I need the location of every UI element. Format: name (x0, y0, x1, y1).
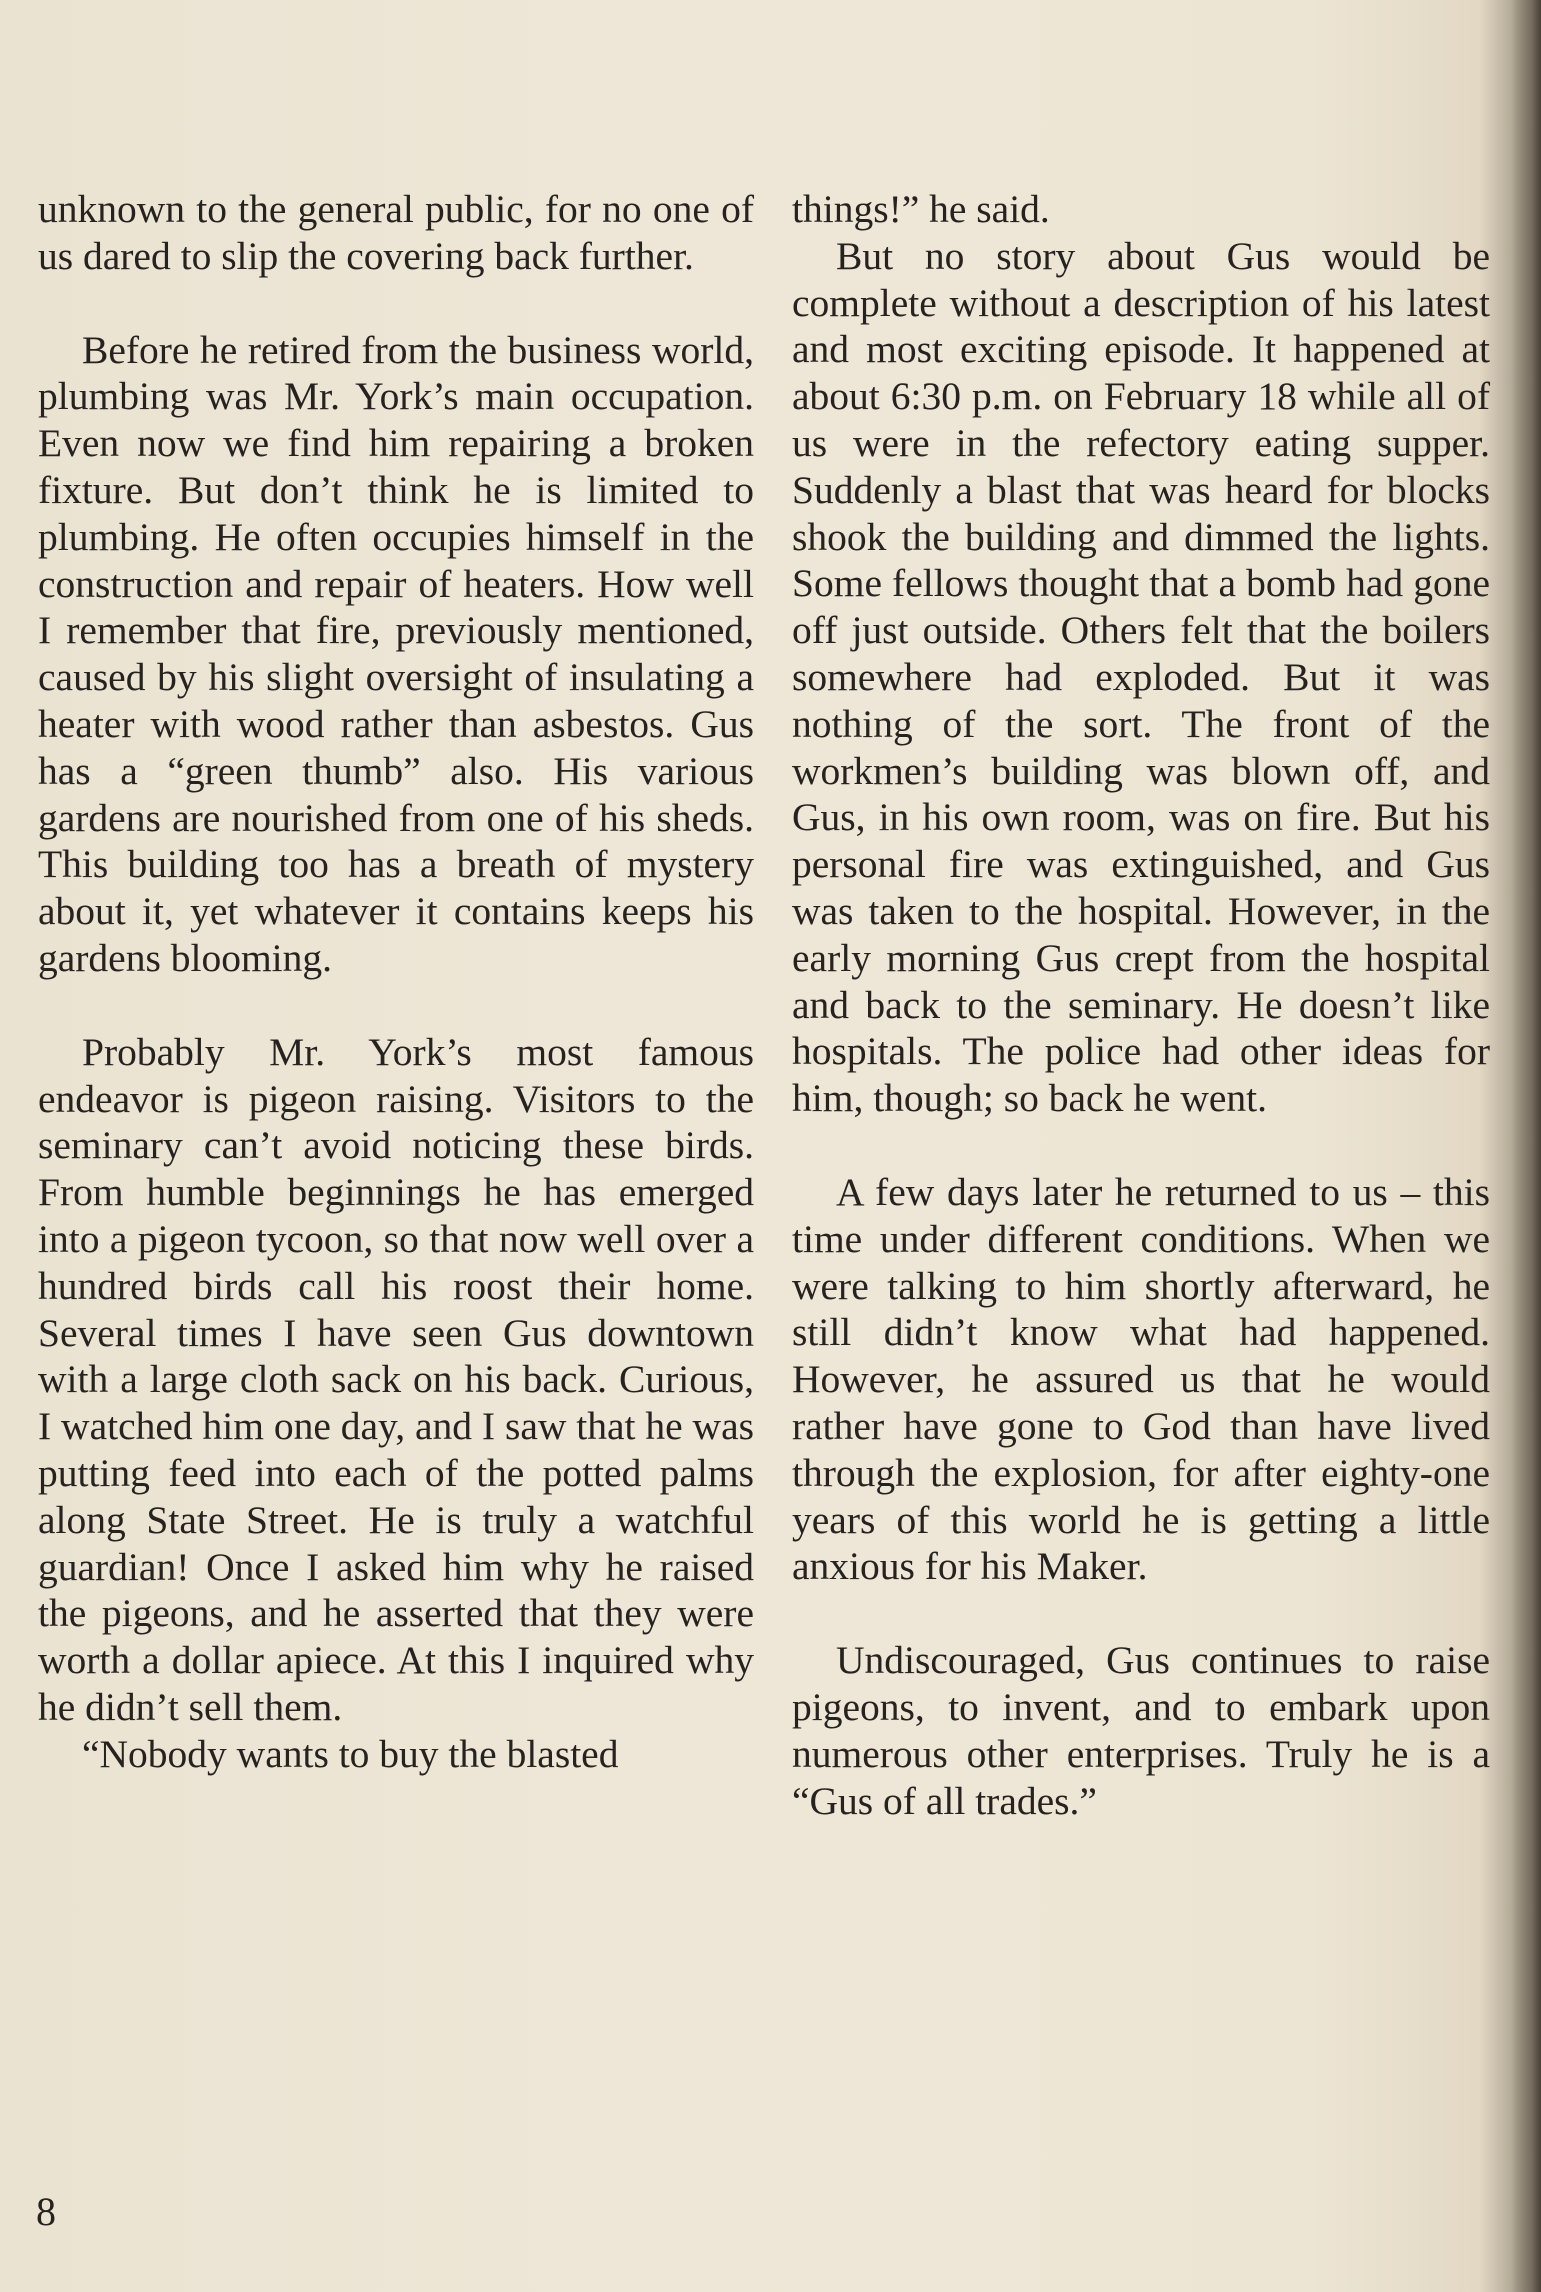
left-column (38, 186, 754, 1778)
paragraph-gap (792, 1122, 1490, 1169)
paragraph-plumbing: Before he retired from the business world, plumbing was Mr. York’s main occupation. Even now we find him repairing a broken fixture. But don’t think he is limited to plumbing. He often occupies himself in the construction and repair of heaters. How well I remember that fire, previously mentioned, caused by his slight oversight of insulating a heater with wood rather than asbestos. Gus has a “green thumb” also. His various gardens are nourished from one of his sheds. This building too has a breath of mystery about it, yet whatever it contains keeps his gardens blooming. (38, 327, 754, 980)
paragraph-return: A few days later he returned to us – this time under different conditions. When we were talking to him shortly afterward, he still didn’t know what had happened. However, he assured us that he would rather have gone to God than have lived through the explosion, for after eighty-one years of this world he is getting a little anxious for his Maker. (792, 1169, 1490, 1589)
binding-shadow (1511, 0, 1541, 2292)
paragraph-quote-start: “Nobody wants to buy the blasted (82, 1731, 619, 1776)
paragraph-gap (38, 280, 754, 327)
paragraph-pigeons: Probably Mr. York’s most famous endeavor is pigeon raising. Visitors to the seminary can’t avoid noticing these birds. From humble beginnings he has emerged into a pigeon tycoon, so that now well over a hundred birds call his roost their home. Several times I have seen Gus downtown with a large cloth sack on his back. Curious, I watched him one day, and I saw that he was putting feed into each of the potted palms along State Street. He is truly a watchful guardian! Once I asked him why he raised the pigeons, and he asserted that they were worth a dollar apiece. At this I inquired why he didn’t sell them. (38, 1029, 754, 1729)
paragraph-gap (38, 982, 754, 1029)
paragraph-continuation: unknown to the general public, for no one of us dared to slip the covering back further. (38, 187, 754, 278)
page-number: 8 (36, 2189, 56, 2234)
right-column (792, 186, 1490, 1824)
paragraph-explosion: But no story about Gus would be complete without a description of his latest and most exciting episode. It happened at about 6:30 p.m. on February 18 while all of us were in the refectory eating supper. Suddenly a blast that was heard for blocks shook the building and dimmed the lights. Some fellows thought that a bomb had gone off just outside. Others felt that the boilers somewhere had exploded. But it was nothing of the sort. The front of the workmen’s building was blown off, and Gus, in his own room, was on fire. But his personal fire was extinguished, and Gus was taken to the hospital. However, in the early morning Gus crept from the hospital and back to the seminary. He doesn’t like hospitals. The police had other ideas for him, though; so back he went. (792, 233, 1490, 1121)
paragraph-gap (792, 1590, 1490, 1637)
paragraph-quote-end: things!” he said. (792, 187, 1050, 231)
paragraph-conclusion: Undiscouraged, Gus continues to raise pigeons, to invent, and to embark upon numerous other enterprises. Truly he is a “Gus of all trades.” (792, 1638, 1490, 1823)
